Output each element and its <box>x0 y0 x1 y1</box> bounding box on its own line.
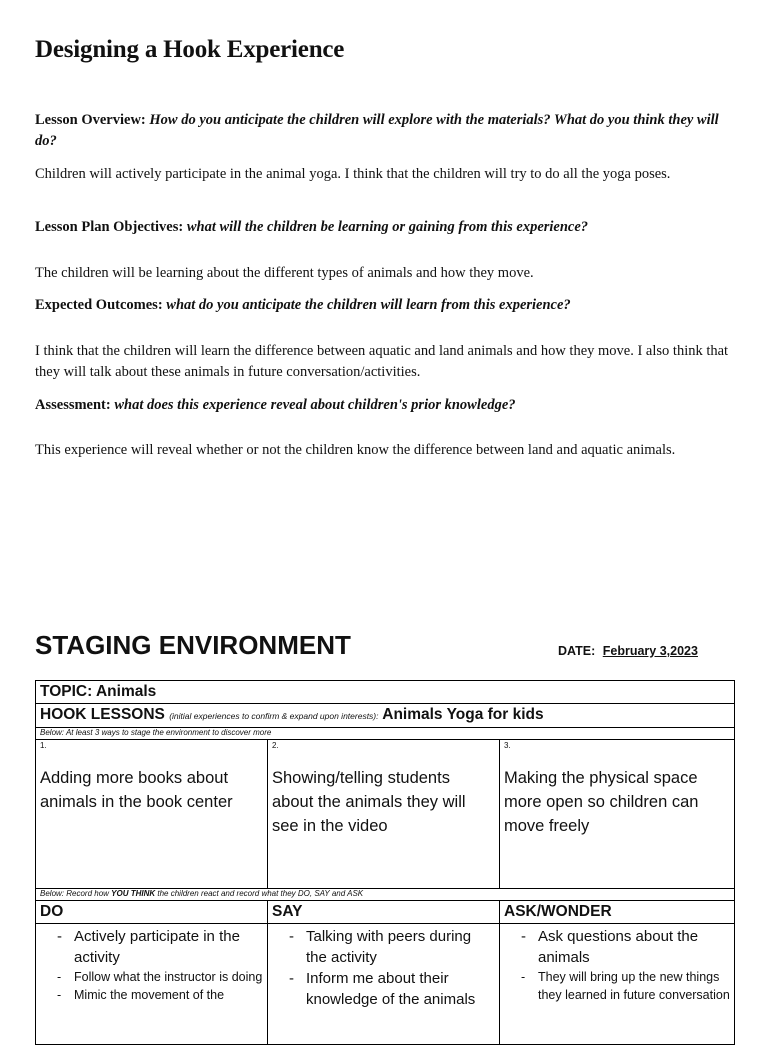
column-header-say: SAY <box>268 901 500 924</box>
lesson-overview-prompt <box>35 110 735 152</box>
idea-number: 1. <box>40 741 47 750</box>
list-item: - Follow what the instructor is doing <box>74 968 263 986</box>
idea-text: Showing/telling students about the animals they will see in the video <box>272 769 466 835</box>
idea-cell-1 <box>36 740 268 889</box>
outcomes-answer: I think that the children will learn the difference between aquatic and land animals and how they move. I also think that they will talk about these animals in future conversation/activities. <box>35 343 729 380</box>
stage-note: Below: At least 3 ways to stage the environment to discover more <box>36 728 735 740</box>
column-header-ask: ASK/WONDER <box>500 901 735 924</box>
idea-number: 2. <box>272 741 279 750</box>
ask-cell <box>500 924 735 1045</box>
say-cell <box>268 924 500 1045</box>
record-note <box>36 889 735 901</box>
record-note-end: the children react and record what they DO, SAY and ASK <box>155 889 364 898</box>
topic-cell: TOPIC: Animals <box>36 681 735 704</box>
do-cell <box>36 924 268 1045</box>
page-title: Designing a Hook Experience <box>35 36 345 63</box>
assessment-question: what does this experience reveal about children's prior knowledge? <box>114 397 516 413</box>
assessment-prompt <box>35 395 735 416</box>
idea-number: 3. <box>504 741 511 750</box>
staging-table <box>35 680 735 1045</box>
lesson-overview-answer: Children will actively participate in the animal yoga. I think that the children will try to do all the yoga poses. <box>35 166 671 182</box>
list-item: - Talking with peers during the activity <box>306 926 495 968</box>
idea-cell-3 <box>500 740 735 889</box>
idea-text: Making the physical space more open so children can move freely <box>504 769 699 835</box>
outcomes-question: what do you anticipate the children will learn from this experience? <box>166 297 571 313</box>
objectives-prompt <box>35 217 735 238</box>
hook-lessons-note: (initial experiences to confirm & expand upon interests): <box>169 711 379 721</box>
staging-heading: STAGING ENVIRONMENT <box>35 630 351 660</box>
list-item: - Inform me about their knowledge of the animals <box>306 968 495 1010</box>
list-item: - They will bring up the new things they learned in future conversation <box>538 968 730 1004</box>
record-note-start: Below: Record how <box>40 889 109 898</box>
objectives-label: Lesson Plan Objectives: <box>35 219 184 235</box>
objectives-answer: The children will be learning about the different types of animals and how they move. <box>35 265 534 281</box>
date-line <box>558 644 698 658</box>
idea-text: Adding more books about animals in the book center <box>40 769 233 811</box>
date-label: DATE: <box>558 644 596 658</box>
column-header-do: DO <box>36 901 268 924</box>
record-note-bold: YOU THINK <box>111 889 156 898</box>
date-value: February 3,2023 <box>602 644 698 658</box>
outcomes-prompt <box>35 295 735 316</box>
hook-lessons-cell <box>36 704 735 728</box>
outcomes-label: Expected Outcomes: <box>35 297 163 313</box>
lesson-overview-label: Lesson Overview: <box>35 112 146 128</box>
assessment-answer: This experience will reveal whether or not the children know the difference between land and aquatic animals. <box>35 442 676 458</box>
objectives-question: what will the children be learning or gaining from this experience? <box>186 219 589 235</box>
lesson-overview-question: How do you anticipate the children will explore with the materials? What do you think they will do? <box>35 112 719 149</box>
hook-lessons-value: Animals Yoga for kids <box>382 706 544 723</box>
assessment-label: Assessment: <box>35 397 111 413</box>
list-item: - Mimic the movement of the <box>74 986 263 1004</box>
list-item: - Ask questions about the animals <box>538 926 730 968</box>
idea-cell-2 <box>268 740 500 889</box>
hook-lessons-label: HOOK LESSONS <box>40 706 165 723</box>
list-item: - Actively participate in the activity <box>74 926 263 968</box>
